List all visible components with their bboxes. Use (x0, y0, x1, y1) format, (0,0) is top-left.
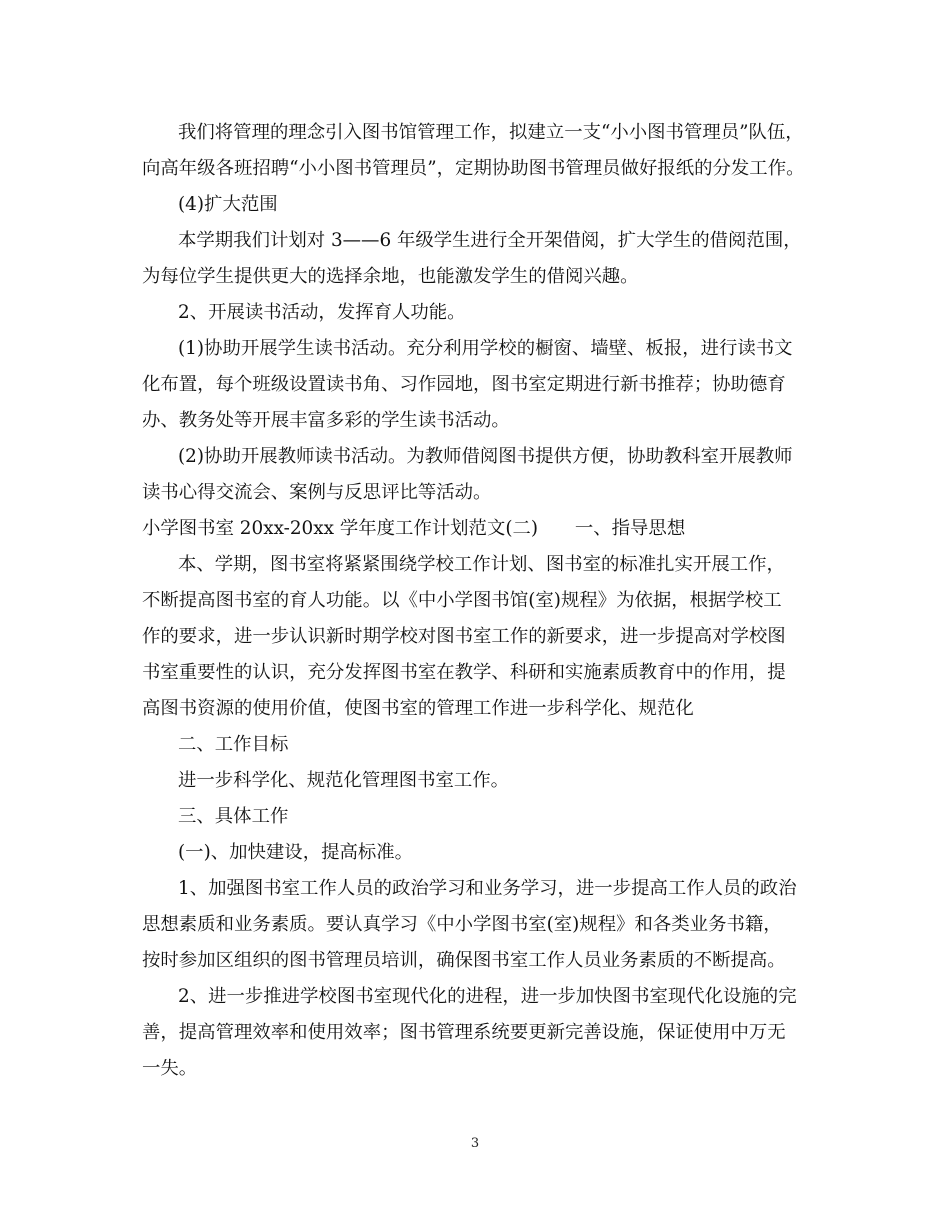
text-line: 办、教务处等开展丰富多彩的学生读书活动。 (142, 410, 510, 431)
text-line: 作的要求，进一步认识新时期学校对图书室工作的新要求，进一步提高对学校图 (142, 626, 786, 647)
text-line: 2、进一步推进学校图书室现代化的进程，进一步加快图书室现代化设施的完 (178, 986, 797, 1007)
text-line: 我们将管理的理念引入图书馆管理工作，拟建立一支“小小图书管理员”队伍， (178, 122, 804, 143)
text-line: 本学期我们计划对 3——6 年级学生进行全开架借阅，扩大学生的借阅范围， (178, 230, 802, 251)
text-line: (1)协助开展学生读书活动。充分利用学校的橱窗、墙壁、板报，进行读书文 (178, 338, 793, 359)
text-line: 2、开展读书活动，发挥育人功能。 (178, 302, 466, 323)
text-line: 向高年级各班招聘“小小图书管理员”，定期协助图书管理员做好报纸的分发工作。 (142, 158, 805, 179)
text-line: 一失。 (142, 1058, 198, 1079)
text-line: 思想素质和业务素质。要认真学习《中小学图书室(室)规程》和各类业务书籍， (142, 914, 782, 935)
text-line: 1、加强图书室工作人员的政治学习和业务学习，进一步提高工作人员的政治 (178, 878, 797, 899)
text-line: 善，提高管理效率和使用效率；图书管理系统要更新完善设施，保证使用中万无 (142, 1022, 786, 1043)
text-line: 化布置，每个班级设置读书角、习作园地，图书室定期进行新书推荐；协助德育 (142, 374, 786, 395)
text-line: (2)协助开展教师读书活动。为教师借阅图书提供方便，协助教科室开展教师 (178, 446, 793, 467)
page-number: 3 (470, 1136, 480, 1151)
text-line: 书室重要性的认识，充分发挥图书室在教学、科研和实施素质教育中的作用，提 (142, 662, 786, 683)
text-line: 不断提高图书室的育人功能。以《中小学图书馆(室)规程》为依据，根据学校工 (142, 590, 782, 611)
text-line: (一)、加快建设，提高标准。 (178, 842, 414, 863)
text-line: 高图书资源的使用价值，使图书室的管理工作进一步科学化、规范化 (142, 698, 694, 719)
text-line: 本、学期，图书室将紧紧围绕学校工作计划、图书室的标准扎实开展工作， (178, 554, 785, 575)
section-heading: 三、具体工作 (178, 806, 289, 827)
text-line: 为每位学生提供更大的选择余地，也能激发学生的借阅兴趣。 (142, 266, 639, 287)
text-line: (4)扩大范围 (178, 194, 278, 215)
text-line: 进一步科学化、规范化管理图书室工作。 (178, 770, 510, 791)
text-line: 读书心得交流会、案例与反思评比等活动。 (142, 482, 492, 503)
section-heading: 小学图书室 20xx-20xx 学年度工作计划范文(二) 一、指导思想 (142, 518, 686, 539)
text-line: 按时参加区组织的图书管理员培训，确保图书室工作人员业务素质的不断提高。 (142, 950, 786, 971)
section-heading: 二、工作目标 (178, 734, 289, 755)
